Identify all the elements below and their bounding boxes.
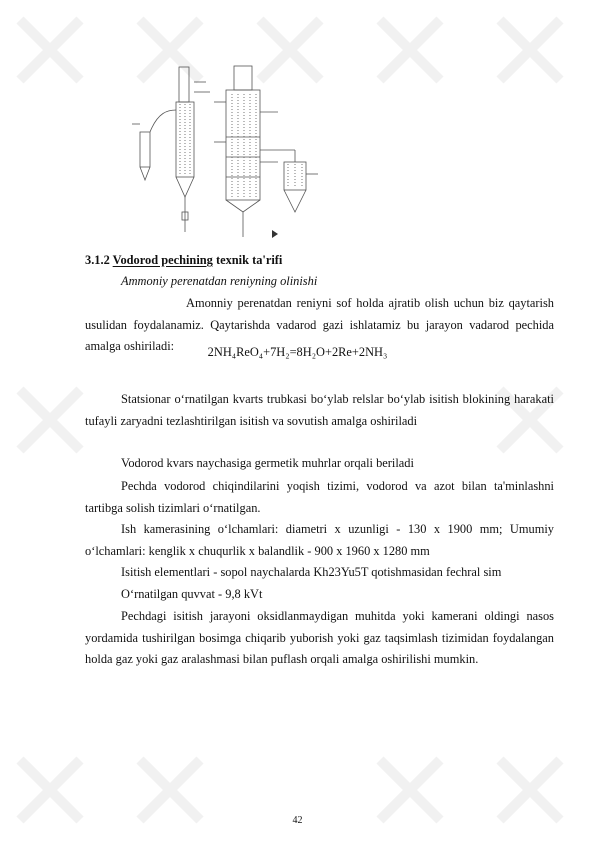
section-heading xyxy=(85,253,282,268)
paragraph-systems: Pechda vodorod chiqindilarini yoqish tizimi, vodorod va azot bilan ta'minlashni tartibga solish tizimlari o‘rnatilgan. xyxy=(85,479,554,515)
paragraph-heating-elements: Isitish elementlari - sopol naychalarda Kh23Yu5T qotishmasidan fechral sim xyxy=(121,565,502,579)
page-number: 42 xyxy=(292,815,303,826)
paragraph-atmosphere: Pechdagi isitish jarayoni oksidlanmaydigan muhitda yoki kamerani oldingi nasos yordamida tushirilgan bosimga chiqarib yuborish yoki gaz taqsimlash tizimidan foydalangan holda gaz yoki gaz aralashmasi bilan puflash orqali amalga oshirilishi mumkin. xyxy=(85,609,554,666)
subheading: Ammoniy perenatdan reniyning olinishi xyxy=(121,274,318,288)
paragraph-hydrogen-supply: Vodorod kvars naychasiga germetik muhrlar orqali beriladi xyxy=(121,456,414,470)
section-title-rest: texnik ta'rifi xyxy=(212,253,283,267)
section-number: 3.1.2 xyxy=(85,253,110,267)
chemical-formula: 2NH₄ReO₄+7H₂=8H₂O+2Re+2NH₃ xyxy=(207,345,388,359)
section-title-underlined: Vodorod pechining xyxy=(112,253,213,267)
paragraph-heating: Statsionar o‘rnatilgan kvarts trubkasi bo‘ylab relslar bo‘ylab isitish blokining harakati tufayli zaryadni tezlashtirilgan isitish va sovutish amalga oshiriladi xyxy=(85,392,554,428)
paragraph-dimensions: Ish kamerasining o‘lchamlari: diametri x uzunligi - 130 x 1900 mm; Umumiy o‘lchamlari: kenglik x chuqurlik x balandlik - 900 x 1960 x 1280 mm xyxy=(85,522,554,558)
reactor-diagram xyxy=(118,62,328,244)
paragraph-power: O‘rnatilgan quvvat - 9,8 kVt xyxy=(121,587,263,601)
paragraph-intro: Amonniy perenatdan reniyni sof holda ajratib olish uchun biz qaytarish usulidan foydalanamiz. Qaytarishda vadarod gazi ishlatamiz bu jarayon vadarod pechida amalga oshiriladi: xyxy=(85,296,554,353)
